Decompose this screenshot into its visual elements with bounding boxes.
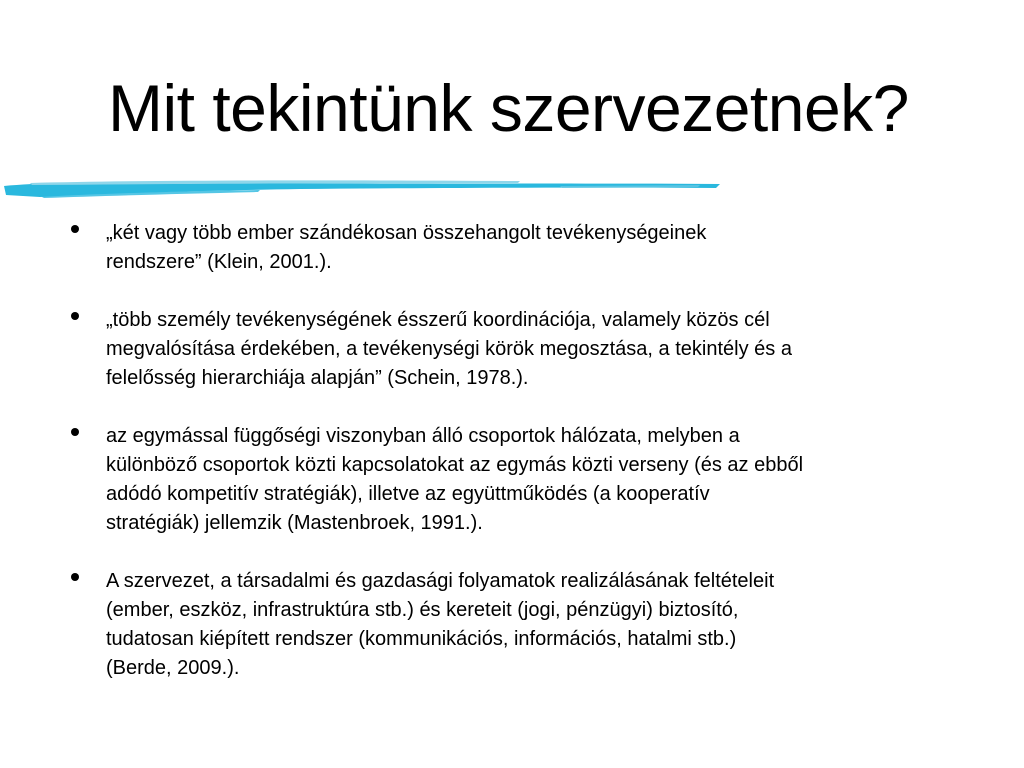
- bullet-line: A szervezet, a társadalmi és gazdasági folyamatok realizálásának feltételeit: [106, 570, 775, 592]
- bullet-line: „több személy tevékenységének ésszerű koordinációja, valamely közös cél: [106, 309, 770, 331]
- bullet-line: (Berde, 2009.).: [106, 657, 240, 679]
- bullet-line: stratégiák) jellemzik (Mastenbroek, 1991.).: [106, 512, 483, 534]
- bullet-line: „két vagy több ember szándékosan összehangolt tevékenységeinek: [106, 222, 707, 244]
- bullet-item-berde: [70, 567, 970, 683]
- bullet-dot-icon: [70, 310, 80, 324]
- bullet-line: tudatosan kiépített rendszer (kommunikációs, információs, hatalmi stb.): [106, 628, 737, 650]
- bullet-line: megvalósítása érdekében, a tevékenységi körök megosztása, a tekintély és a: [106, 338, 792, 360]
- bullet-line: különböző csoportok közti kapcsolatokat az egymás közti verseny (és az ebből: [106, 454, 804, 476]
- bullet-dot-icon: [70, 571, 80, 585]
- bullet-dot-icon: [70, 223, 80, 237]
- bullet-dot-icon: [70, 426, 80, 440]
- bullet-item-klein: [70, 219, 970, 277]
- bullet-line: adódó kompetitív stratégiák), illetve az együttműködés (a kooperatív: [106, 483, 710, 505]
- bullet-item-mastenbroek: [70, 422, 970, 538]
- title-underline-brush-stroke: [0, 174, 730, 204]
- slide-title: Mit tekintünk szervezetnek?: [108, 71, 909, 145]
- bullet-line: felelősség hierarchiája alapján” (Schein, 1978.).: [106, 367, 529, 389]
- bullet-line: az egymással függőségi viszonyban álló csoportok hálózata, melyben a: [106, 425, 740, 447]
- bullet-line: (ember, eszköz, infrastruktúra stb.) és kereteit (jogi, pénzügyi) biztosító,: [106, 599, 739, 621]
- bullet-item-schein: [70, 306, 970, 393]
- bullet-line: rendszere” (Klein, 2001.).: [106, 251, 332, 273]
- bullet-list: [70, 219, 970, 712]
